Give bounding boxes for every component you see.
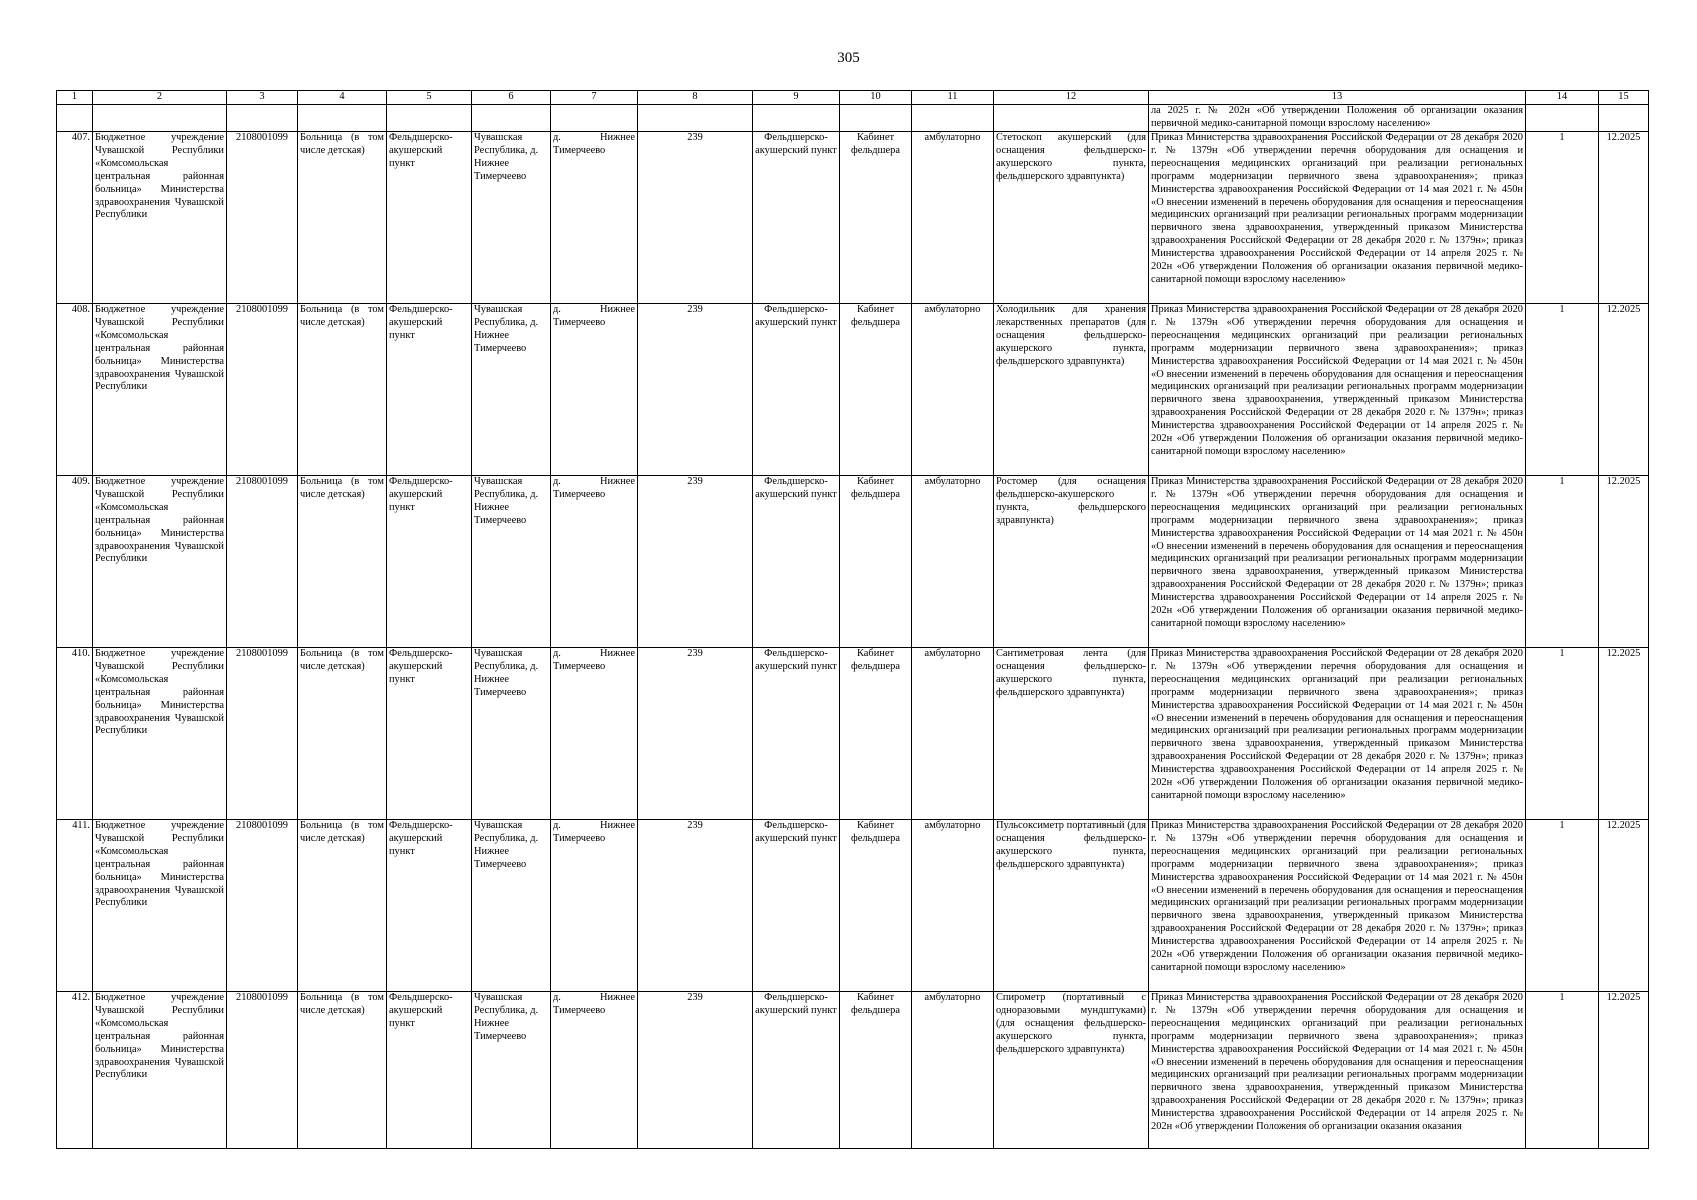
quantity: 1: [1526, 476, 1599, 648]
inn-code: 2108001099: [227, 132, 298, 304]
deadline: 12.2025: [1599, 648, 1649, 820]
legal-basis: Приказ Министерства здравоохранения Российской Федерации от 28 декабря 2020 г. № 1379н «Об утверждении перечня оборудования для оснащения и переоснащения медицинских организаций при реализации региональных программ модернизации первичного звена здравоохранения»; приказ Министерства здравоохранения Российской Федерации от 14 мая 2021 г. № 450н «О внесении изменений в перечень оборудования для оснащения и переоснащения медицинских организаций при реализации региональных программ модернизации первичного звена здравоохранения, утвержденный приказом Министерства здравоохранения Российской Федерации от 28 декабря 2020 г. № 1379н»; приказ Министерства здравоохранения Российской Федерации от 14 апреля 2025 г. № 202н «Об утверждении Положения об организации оказания оказания: [1149, 992, 1526, 1149]
row-number: 408.: [57, 304, 93, 476]
column-header-9: 9: [753, 91, 840, 105]
address: Чувашская Республика, д. Нижнее Тимерчеево: [472, 648, 551, 820]
organization-name: Бюджетное учреждение Чувашской Республики «Комсомольская центральная районная больница» Министерства здравоохранения Чувашской Республики: [93, 648, 227, 820]
table-row: [57, 820, 1649, 992]
population: 239: [638, 304, 753, 476]
column-header-5: 5: [387, 91, 472, 105]
care-mode: амбулаторно: [912, 304, 994, 476]
subunit: Фельдшерско-акушерский пункт: [753, 992, 840, 1149]
organization-name: Бюджетное учреждение Чувашской Республики «Комсомольская центральная районная больница» Министерства здравоохранения Чувашской Республики: [93, 992, 227, 1149]
deadline: 12.2025: [1599, 820, 1649, 992]
facility-type: Больница (в том числе детская): [298, 648, 387, 820]
column-header-4: 4: [298, 91, 387, 105]
table-row: [57, 132, 1649, 304]
facility-type: Больница (в том числе детская): [298, 304, 387, 476]
legal-basis: Приказ Министерства здравоохранения Российской Федерации от 28 декабря 2020 г. № 1379н «Об утверждении перечня оборудования для оснащения и переоснащения медицинских организаций при реализации региональных программ модернизации первичного звена здравоохранения»; приказ Министерства здравоохранения Российской Федерации от 14 мая 2021 г. № 450н «О внесении изменений в перечень оборудования для оснащения и переоснащения медицинских организаций при реализации региональных программ модернизации первичного звена здравоохранения, утвержденный приказом Министерства здравоохранения Российской Федерации от 28 декабря 2020 г. № 1379н»; приказ Министерства здравоохранения Российской Федерации от 14 апреля 2025 г. № 202н «Об утверждении Положения об организации оказания первичной медико-санитарной помощи взрослому населению»: [1149, 476, 1526, 648]
room: Кабинет фельдшера: [840, 648, 912, 820]
address: Чувашская Республика, д. Нижнее Тимерчеево: [472, 820, 551, 992]
room: Кабинет фельдшера: [840, 820, 912, 992]
inn-code: 2108001099: [227, 304, 298, 476]
deadline: 12.2025: [1599, 132, 1649, 304]
subunit: Фельдшерско-акушерский пункт: [753, 820, 840, 992]
facility-type: Больница (в том числе детская): [298, 476, 387, 648]
organization-name: Бюджетное учреждение Чувашской Республики «Комсомольская центральная районная больница» Министерства здравоохранения Чувашской Республики: [93, 132, 227, 304]
settlement: д. Нижнее Тимерчеево: [551, 132, 638, 304]
equipment-name: Ростомер (для оснащения фельдшерско-акушерского пункта, фельдшерского здравпункта): [994, 476, 1149, 648]
population: 239: [638, 820, 753, 992]
deadline: 12.2025: [1599, 304, 1649, 476]
room: Кабинет фельдшера: [840, 476, 912, 648]
row-number: 412.: [57, 992, 93, 1149]
legal-basis: Приказ Министерства здравоохранения Российской Федерации от 28 декабря 2020 г. № 1379н «Об утверждении перечня оборудования для оснащения и переоснащения медицинских организаций при реализации региональных программ модернизации первичного звена здравоохранения»; приказ Министерства здравоохранения Российской Федерации от 14 мая 2021 г. № 450н «О внесении изменений в перечень оборудования для оснащения и переоснащения медицинских организаций при реализации региональных программ модернизации первичного звена здравоохранения, утвержденный приказом Министерства здравоохранения Российской Федерации от 28 декабря 2020 г. № 1379н»; приказ Министерства здравоохранения Российской Федерации от 14 апреля 2025 г. № 202н «Об утверждении Положения об организации оказания первичной медико-санитарной помощи взрослому населению»: [1149, 132, 1526, 304]
column-header-12: 12: [994, 91, 1149, 105]
care-mode: амбулаторно: [912, 132, 994, 304]
subunit: Фельдшерско-акушерский пункт: [753, 648, 840, 820]
organization-name: Бюджетное учреждение Чувашской Республики «Комсомольская центральная районная больница» Министерства здравоохранения Чувашской Республики: [93, 476, 227, 648]
equipment-name: Стетоскоп акушерский (для оснащения фельдшерско-акушерского пункта, фельдшерского здравпункта): [994, 132, 1149, 304]
address: Чувашская Республика, д. Нижнее Тимерчеево: [472, 476, 551, 648]
continuation-basis: ла 2025 г. № 202н «Об утверждении Положения об организации оказания первичной медико-санитарной помощи взрослому населению»: [1149, 105, 1526, 132]
unit-type: Фельдшерско-акушерский пункт: [387, 992, 472, 1149]
care-mode: амбулаторно: [912, 476, 994, 648]
unit-type: Фельдшерско-акушерский пункт: [387, 476, 472, 648]
organization-name: Бюджетное учреждение Чувашской Республики «Комсомольская центральная районная больница» Министерства здравоохранения Чувашской Республики: [93, 820, 227, 992]
unit-type: Фельдшерско-акушерский пункт: [387, 132, 472, 304]
equipment-name: Холодильник для хранения лекарственных препаратов (для оснащения фельдшерско-акушерского пункта, фельдшерского здравпункта): [994, 304, 1149, 476]
inn-code: 2108001099: [227, 648, 298, 820]
equipment-name: Сантиметровая лента (для оснащения фельдшерско-акушерского пункта, фельдшерского здравпункта): [994, 648, 1149, 820]
column-header-15: 15: [1599, 91, 1649, 105]
legal-basis: Приказ Министерства здравоохранения Российской Федерации от 28 декабря 2020 г. № 1379н «Об утверждении перечня оборудования для оснащения и переоснащения медицинских организаций при реализации региональных программ модернизации первичного звена здравоохранения»; приказ Министерства здравоохранения Российской Федерации от 14 мая 2021 г. № 450н «О внесении изменений в перечень оборудования для оснащения и переоснащения медицинских организаций при реализации региональных программ модернизации первичного звена здравоохранения, утвержденный приказом Министерства здравоохранения Российской Федерации от 28 декабря 2020 г. № 1379н»; приказ Министерства здравоохранения Российской Федерации от 14 апреля 2025 г. № 202н «Об утверждении Положения об организации оказания первичной медико-санитарной помощи взрослому населению»: [1149, 304, 1526, 476]
population: 239: [638, 992, 753, 1149]
facility-type: Больница (в том числе детская): [298, 132, 387, 304]
settlement: д. Нижнее Тимерчеево: [551, 820, 638, 992]
subunit: Фельдшерско-акушерский пункт: [753, 476, 840, 648]
column-header-8: 8: [638, 91, 753, 105]
table-row: [57, 304, 1649, 476]
population: 239: [638, 132, 753, 304]
legal-basis: Приказ Министерства здравоохранения Российской Федерации от 28 декабря 2020 г. № 1379н «Об утверждении перечня оборудования для оснащения и переоснащения медицинских организаций при реализации региональных программ модернизации первичного звена здравоохранения»; приказ Министерства здравоохранения Российской Федерации от 14 мая 2021 г. № 450н «О внесении изменений в перечень оборудования для оснащения и переоснащения медицинских организаций при реализации региональных программ модернизации первичного звена здравоохранения, утвержденный приказом Министерства здравоохранения Российской Федерации от 28 декабря 2020 г. № 1379н»; приказ Министерства здравоохранения Российской Федерации от 14 апреля 2025 г. № 202н «Об утверждении Положения об организации оказания первичной медико-санитарной помощи взрослому населению»: [1149, 820, 1526, 992]
settlement: д. Нижнее Тимерчеево: [551, 992, 638, 1149]
quantity: 1: [1526, 648, 1599, 820]
unit-type: Фельдшерско-акушерский пункт: [387, 304, 472, 476]
settlement: д. Нижнее Тимерчеево: [551, 476, 638, 648]
room: Кабинет фельдшера: [840, 992, 912, 1149]
equipment-name: Спирометр (портативный с одноразовыми мундштуками) (для оснащения фельдшерско-акушерского пункта, фельдшерского здравпункта): [994, 992, 1149, 1149]
table-row: [57, 648, 1649, 820]
column-header-13: 13: [1149, 91, 1526, 105]
settlement: д. Нижнее Тимерчеево: [551, 304, 638, 476]
address: Чувашская Республика, д. Нижнее Тимерчеево: [472, 132, 551, 304]
quantity: 1: [1526, 304, 1599, 476]
page-number: 305: [837, 50, 860, 66]
settlement: д. Нижнее Тимерчеево: [551, 648, 638, 820]
room: Кабинет фельдшера: [840, 132, 912, 304]
deadline: 12.2025: [1599, 476, 1649, 648]
equipment-table: [56, 90, 1649, 1149]
unit-type: Фельдшерско-акушерский пункт: [387, 648, 472, 820]
subunit: Фельдшерско-акушерский пункт: [753, 132, 840, 304]
column-number-header: [57, 91, 1649, 105]
continuation-row: [57, 105, 1649, 132]
inn-code: 2108001099: [227, 820, 298, 992]
care-mode: амбулаторно: [912, 992, 994, 1149]
care-mode: амбулаторно: [912, 648, 994, 820]
inn-code: 2108001099: [227, 476, 298, 648]
quantity: 1: [1526, 132, 1599, 304]
row-number: 407.: [57, 132, 93, 304]
population: 239: [638, 476, 753, 648]
facility-type: Больница (в том числе детская): [298, 820, 387, 992]
column-header-2: 2: [93, 91, 227, 105]
subunit: Фельдшерско-акушерский пункт: [753, 304, 840, 476]
care-mode: амбулаторно: [912, 820, 994, 992]
population: 239: [638, 648, 753, 820]
row-number: 411.: [57, 820, 93, 992]
address: Чувашская Республика, д. Нижнее Тимерчеево: [472, 992, 551, 1149]
quantity: 1: [1526, 820, 1599, 992]
table-row: [57, 476, 1649, 648]
legal-basis: Приказ Министерства здравоохранения Российской Федерации от 28 декабря 2020 г. № 1379н «Об утверждении перечня оборудования для оснащения и переоснащения медицинских организаций при реализации региональных программ модернизации первичного звена здравоохранения»; приказ Министерства здравоохранения Российской Федерации от 14 мая 2021 г. № 450н «О внесении изменений в перечень оборудования для оснащения и переоснащения медицинских организаций при реализации региональных программ модернизации первичного звена здравоохранения, утвержденный приказом Министерства здравоохранения Российской Федерации от 28 декабря 2020 г. № 1379н»; приказ Министерства здравоохранения Российской Федерации от 14 апреля 2025 г. № 202н «Об утверждении Положения об организации оказания первичной медико-санитарной помощи взрослому населению»: [1149, 648, 1526, 820]
column-header-14: 14: [1526, 91, 1599, 105]
column-header-6: 6: [472, 91, 551, 105]
equipment-name: Пульсоксиметр портативный (для оснащения фельдшерско-акушерского пункта, фельдшерского здравпункта): [994, 820, 1149, 992]
row-number: 410.: [57, 648, 93, 820]
table-row: [57, 992, 1649, 1149]
column-header-7: 7: [551, 91, 638, 105]
inn-code: 2108001099: [227, 992, 298, 1149]
quantity: 1: [1526, 992, 1599, 1149]
column-header-1: 1: [57, 91, 93, 105]
row-number: 409.: [57, 476, 93, 648]
column-header-3: 3: [227, 91, 298, 105]
facility-type: Больница (в том числе детская): [298, 992, 387, 1149]
column-header-11: 11: [912, 91, 994, 105]
room: Кабинет фельдшера: [840, 304, 912, 476]
deadline: 12.2025: [1599, 992, 1649, 1149]
address: Чувашская Республика, д. Нижнее Тимерчеево: [472, 304, 551, 476]
unit-type: Фельдшерско-акушерский пункт: [387, 820, 472, 992]
column-header-10: 10: [840, 91, 912, 105]
organization-name: Бюджетное учреждение Чувашской Республики «Комсомольская центральная районная больница» Министерства здравоохранения Чувашской Республики: [93, 304, 227, 476]
